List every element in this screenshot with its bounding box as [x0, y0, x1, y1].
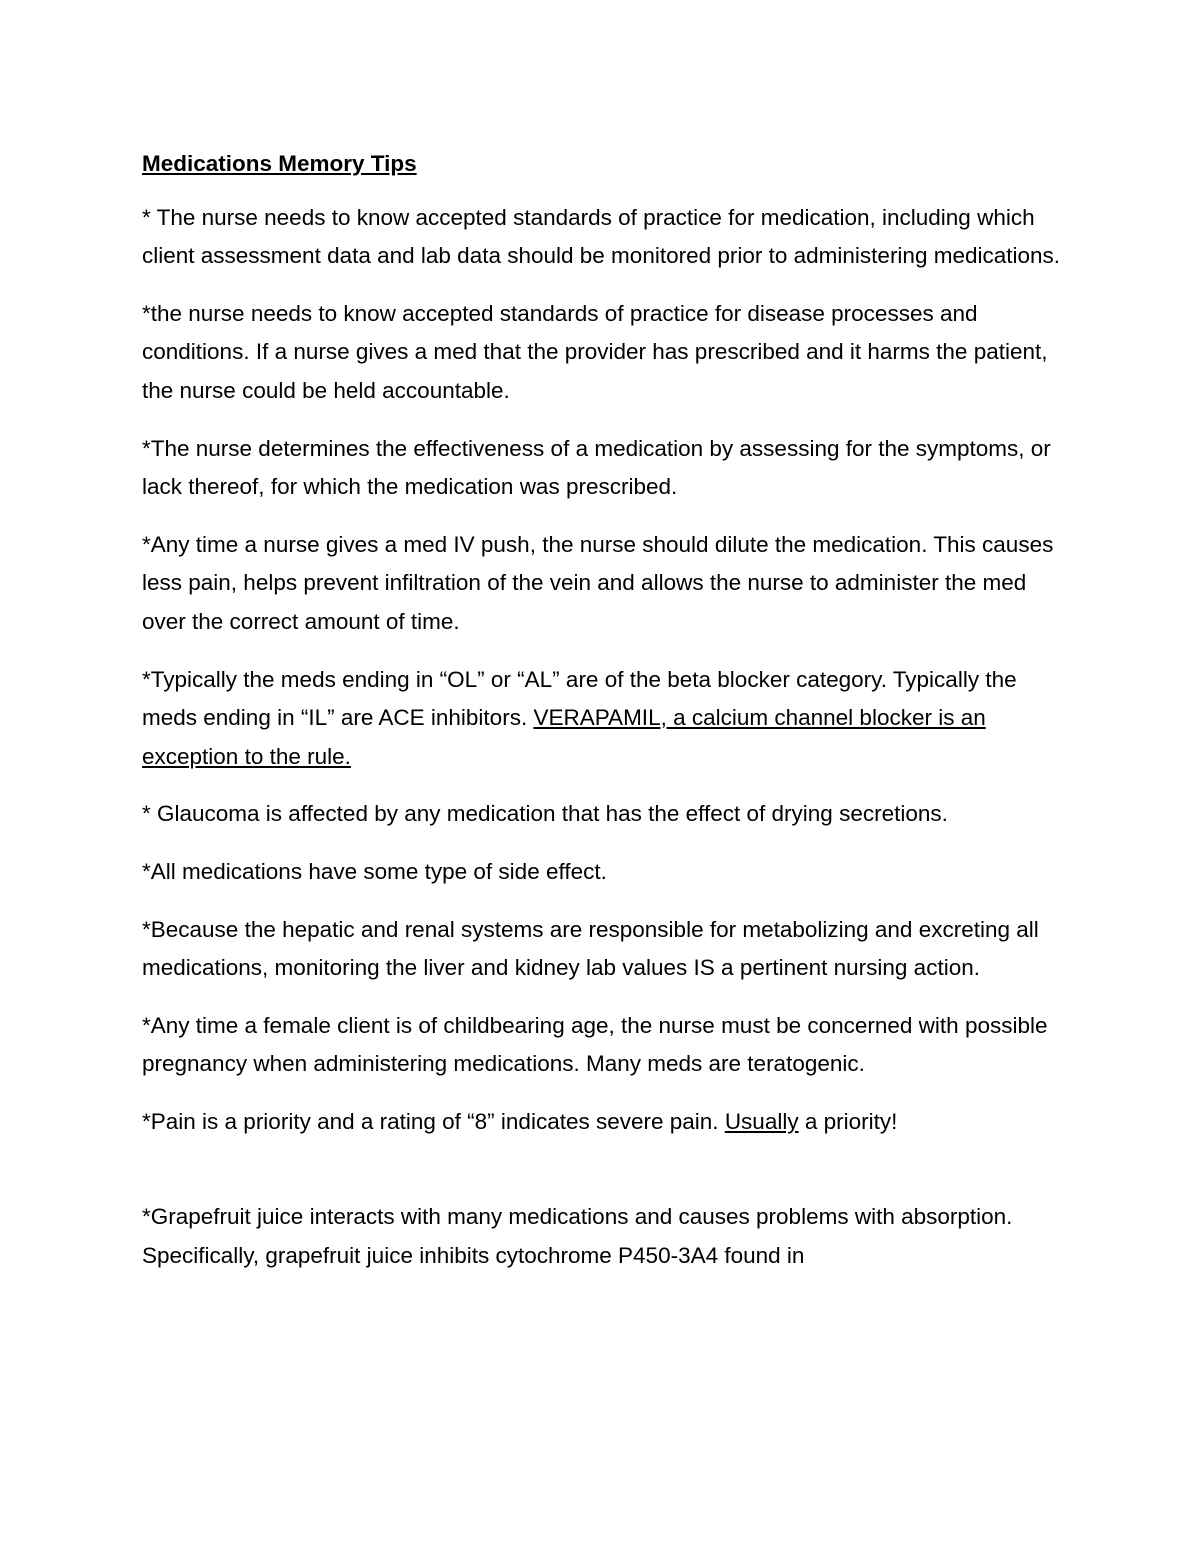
- tip-paragraph: *The nurse determines the effectiveness of a medication by assessing for the symptoms, or lack thereof, for which the medication was prescribed.: [142, 435, 1051, 500]
- tip-text: *Pain is a priority and a rating of “8” indicates severe pain.: [142, 1108, 725, 1134]
- tip-paragraph: *the nurse needs to know accepted standards of practice for disease processes and conditions. If a nurse gives a med that the provider has prescribed and it harms the patient, the nurse could be held accountable.: [142, 300, 1048, 403]
- document-title: Medications Memory Tips: [142, 151, 417, 176]
- tip-text: *Typically the meds ending in “OL” or “AL” are of the beta blocker category. Typically the meds ending in “IL” are ACE inhibitors.: [142, 666, 1017, 731]
- usually-emphasis: Usually: [724, 1108, 799, 1134]
- tip-paragraph: * Glaucoma is affected by any medication that has the effect of drying secretions.: [142, 801, 948, 827]
- tip-paragraph: *Any time a nurse gives a med IV push, the nurse should dilute the medication. This causes less pain, helps prevent infiltration of the vein and allows the nurse to administer the med over the correct amount of time.: [142, 531, 1054, 634]
- tip-paragraph: *Grapefruit juice interacts with many medications and causes problems with absorption. Specifically, grapefruit juice inhibits cytochrome P450-3A4 found in: [142, 1204, 1013, 1269]
- verapamil-exception-note: VERAPAMIL, a calcium channel blocker is an exception to the rule.: [142, 705, 986, 769]
- tip-paragraph: *Any time a female client is of childbearing age, the nurse must be concerned with possible pregnancy when administering medications. Many meds are teratogenic.: [142, 1012, 1048, 1077]
- tip-text: a priority!: [798, 1108, 898, 1134]
- tip-paragraph: *Because the hepatic and renal systems are responsible for metabolizing and excreting all medications, monitoring the liver and kidney lab values IS a pertinent nursing action.: [142, 916, 1039, 981]
- tip-paragraph-beta-blockers: [142, 661, 1062, 777]
- document-body: [142, 145, 1062, 1295]
- tip-paragraph-pain: [142, 1103, 1062, 1142]
- tip-paragraph: *All medications have some type of side effect.: [142, 858, 607, 884]
- tip-paragraph: * The nurse needs to know accepted standards of practice for medication, including which client assessment data and lab data should be monitored prior to administering medications.: [142, 204, 1061, 269]
